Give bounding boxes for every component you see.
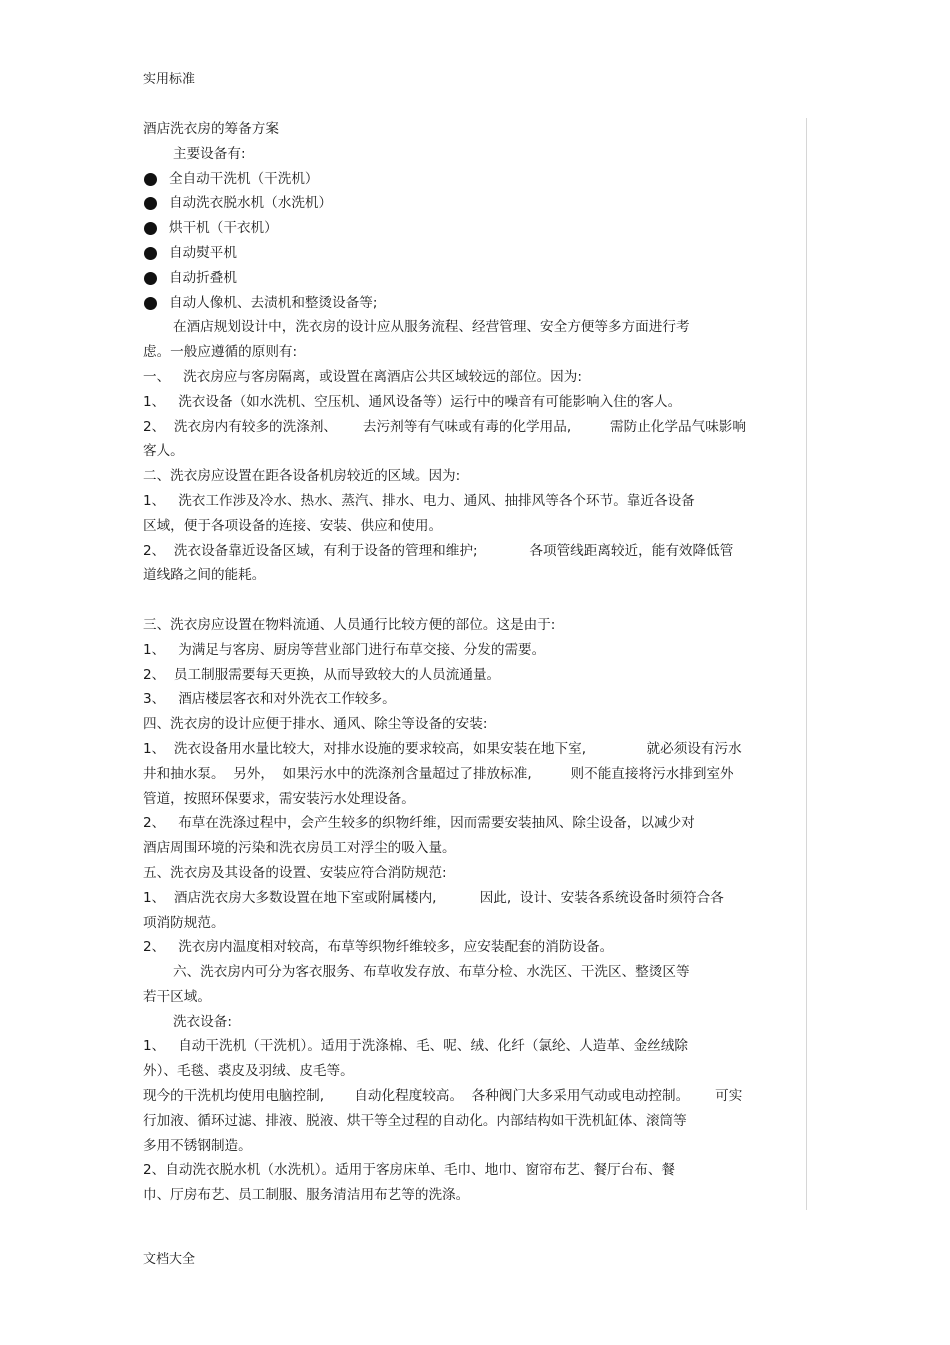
bullet-item: 全自动干洗机（干洗机） [143,167,803,192]
text-line: 客人。 [143,443,184,460]
section-heading: 四、洗衣房的设计应便于排水、通风、除尘等设备的安装: [143,716,488,733]
blank-line [143,588,803,613]
text-line: 若干区域。 [143,988,211,1005]
text-line: 2、自动洗衣脱水机（水洗机）。适用于客房床单、毛巾、地巾、窗帘布艺、餐厅台布、餐 [143,1162,676,1179]
bullet-item: 自动折叠机 [143,266,803,291]
bullet-item: 自动洗衣脱水机（水洗机） [143,191,803,216]
subsection-heading: 洗衣设备: [173,1013,232,1030]
section-heading: 六、洗衣房内可分为客衣服务、布草收发存放、布草分检、水洗区、干洗区、整烫区等 [173,964,690,981]
bullet-item: 自动人像机、去渍机和整烫设备等; [143,291,803,316]
section-heading: 五、洗衣房及其设备的设置、安装应符合消防规范: [143,864,447,881]
text-line: 2、 员工制服需要每天更换，从而导致较大的人员流通量。 [143,666,501,683]
text-line: 1、 洗衣设备（如水洗机、空压机、通风设备等）运行中的噪音有可能影响入住的客人。 [143,393,682,410]
bullet-icon [144,247,157,260]
bullet-icon [144,297,157,310]
text-line: 酒店周围环境的污染和洗衣房员工对浮尘的吸入量。 [143,840,456,857]
text-line: 2、 洗衣房内温度相对较高，布草等织物纤维较多，应安装配套的消防设备。 [143,939,614,956]
bullet-icon [144,197,157,210]
text-line: 现今的干洗机均使用电脑控制, 自动化程度较高。 各种阀门大多采用气动或电动控制。 可实 [143,1088,743,1105]
text-line: 1、 酒店洗衣房大多数设置在地下室或附属楼内, 因此, 设计、安装各系统设备时须符合各 [143,889,724,906]
bullet-item: 烘干机（干衣机） [143,216,803,241]
text-line: 虑。一般应遵循的原则有: [143,344,298,361]
text-line: 外）、毛毯、裘皮及羽绒、皮毛等。 [143,1063,354,1080]
text-line: 项消防规范。 [143,914,225,931]
text-line: 2、 洗衣房内有较多的洗涤剂、 去污剂等有气味或有毒的化学用品, 需防止化学品气味影响 [143,418,746,435]
text-line: 行加液、循环过滤、排液、脱液、烘干等全过程的自动化。内部结构如干洗机缸体、滚筒等 [143,1112,687,1129]
bullet-icon [144,222,157,235]
document-body [143,117,803,1208]
text-line: 2、 布草在洗涤过程中，会产生较多的织物纤维，因而需要安装抽风、除尘设备，以减少对 [143,815,695,832]
text-line: 3、 酒店楼层客衣和对外洗衣工作较多。 [143,691,396,708]
text-line: 1、 为满足与客房、厨房等营业部门进行布草交接、分发的需要。 [143,641,546,658]
bullet-icon [144,272,157,285]
page-header: 实用标准 [143,72,196,87]
document-title: 酒店洗衣房的筹备方案 [143,121,279,137]
text-line: 1、 洗衣设备用水量比较大，对排水设施的要求较高，如果安装在地下室, 就必须设有污水 [143,740,742,757]
text-line: 2、 洗衣设备靠近设备区域，有利于设备的管理和维护; 各项管线距离较近，能有效降低管 [143,542,734,559]
text-line: 管道，按照环保要求，需安装污水处理设备。 [143,790,415,807]
text-line: 多用不锈钢制造。 [143,1137,252,1154]
text-line: 井和抽水泵。 另外， 如果污水中的洗涤剂含量超过了排放标准, 则不能直接将污水排到室外 [143,765,734,782]
text-line: 在酒店规划设计中，洗衣房的设计应从服务流程、经营管理、安全方便等多方面进行考 [173,319,690,336]
text-line: 道线路之间的能耗。 [143,567,266,584]
text-line: 巾、厅房布艺、员工制服、服务清洁用布艺等的洗涤。 [143,1187,470,1204]
section-heading: 二、洗衣房应设置在距各设备机房较近的区域。因为: [143,468,461,485]
bullet-icon [144,173,157,186]
section-heading: 一、 洗衣房应与客房隔离，或设置在离酒店公共区域较远的部位。因为: [143,368,582,385]
equipment-intro: 主要设备有: [173,145,246,162]
section-heading: 三、洗衣房应设置在物料流通、人员通行比较方便的部位。这是由于: [143,616,556,633]
text-line: 1、 洗衣工作涉及冷水、热水、蒸汽、排水、电力、通风、抽排风等各个环节。靠近各设备 [143,492,695,509]
bullet-item: 自动熨平机 [143,241,803,266]
margin-rule [806,118,807,1210]
text-line: 区域，便于各项设备的连接、安装、供应和使用。 [143,517,443,534]
page-footer: 文档大全 [143,1252,196,1267]
text-line: 1、 自动干洗机（干洗机）。适用于洗涤棉、毛、呢、绒、化纤（氯纶、人造革、金丝绒除 [143,1038,688,1055]
